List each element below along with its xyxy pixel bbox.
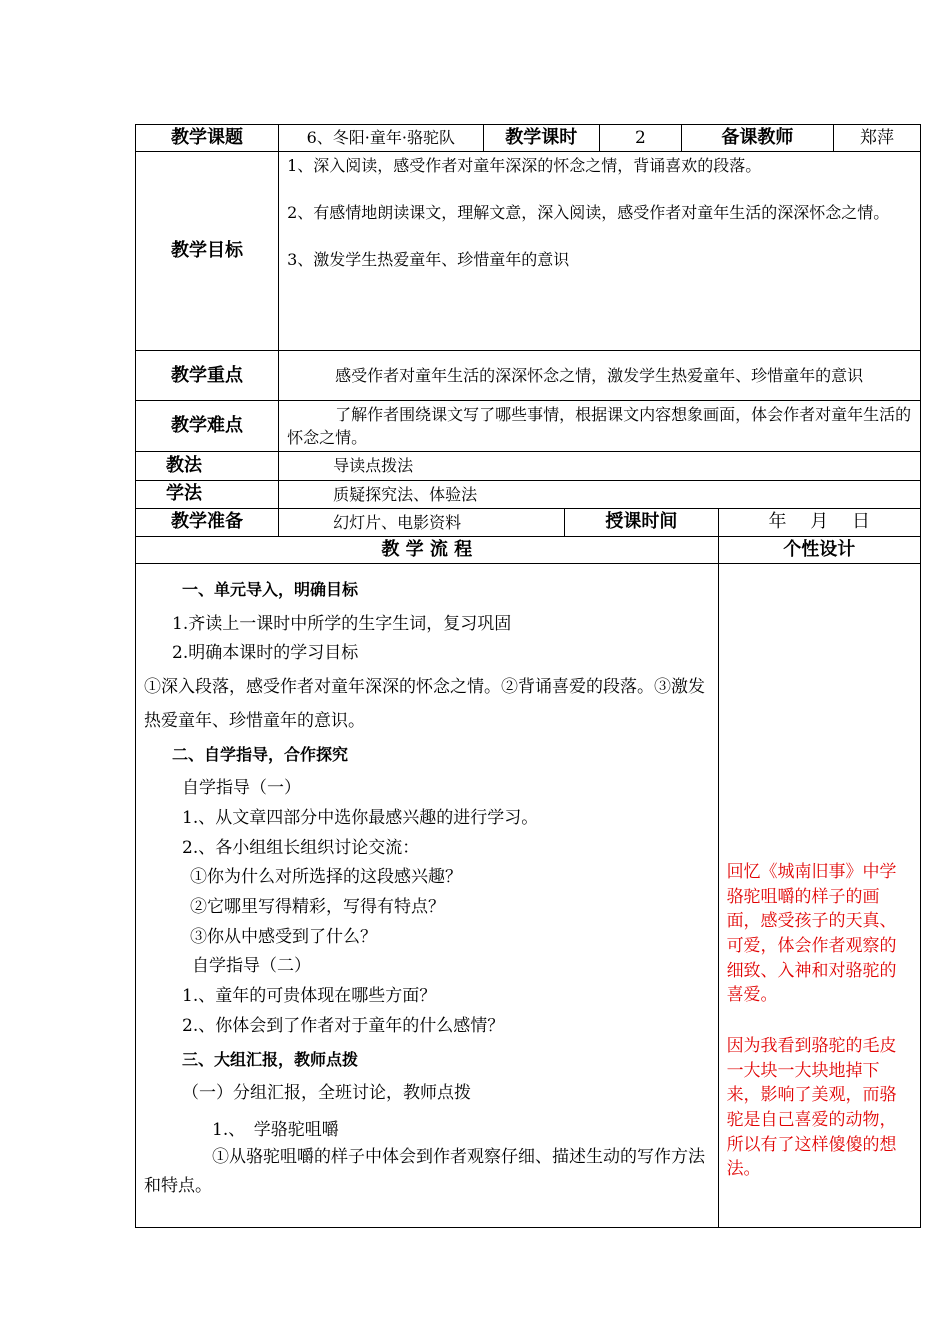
learn-method-text: 质疑探究法、体验法	[279, 480, 921, 508]
lesson-time-value: 年 月 日	[718, 508, 920, 536]
section-heading: 三、大组汇报，教师点拨	[182, 1050, 359, 1070]
personal-design-notes	[718, 564, 920, 1228]
flow-line: 1.、从文章四部分中选你最感兴趣的进行学习。	[182, 808, 539, 829]
flow-line: （一）分组汇报，全班讨论，教师点拨	[182, 1083, 471, 1104]
learn-method-row	[136, 480, 921, 508]
flow-line: 2.、各小组组长组织讨论交流：	[182, 837, 420, 858]
topic-value: 6、冬阳·童年·骆驼队	[279, 125, 483, 152]
flow-line: 1.齐读上一课时中所学的生字生词，复习巩固	[172, 614, 512, 635]
flow-line: ②它哪里写得精彩，写得有特点？	[190, 897, 445, 918]
difficulties-row	[136, 401, 921, 452]
flow-line: ①你为什么对所选择的这段感兴趣？	[190, 867, 462, 888]
flow-line: ①深入段落，感受作者对童年深深的怀念之情。②背诵喜爱的段落。③激发热爱童年、珍惜童年的意识。	[144, 676, 705, 732]
learn-method-label: 学法	[136, 480, 279, 508]
goals-content	[279, 152, 921, 351]
lesson-plan-table	[135, 124, 921, 1228]
goal-item: 3、激发学生热爱童年、珍惜童年的意识	[287, 250, 570, 270]
teach-method-label: 教法	[136, 452, 279, 480]
goals-label: 教学目标	[136, 152, 279, 351]
teach-method-row	[136, 452, 921, 480]
section-heading: 二、自学指导，合作探究	[172, 745, 349, 765]
key-points-text: 感受作者对童年生活的深深怀念之情，激发学生热爱童年、珍惜童年的意识	[279, 351, 921, 401]
header-row	[136, 125, 921, 152]
prep-text: 幻灯片、电影资料	[279, 508, 565, 536]
difficulties-label: 教学难点	[136, 401, 279, 452]
flow-line: ①从骆驼咀嚼的样子中体会到作者观察仔细、描述生动的写作方法和特点。	[144, 1146, 705, 1197]
difficulties-text: 了解作者围绕课文写了哪些事情，根据课文内容想象画面，体会作者对童年生活的怀念之情。	[279, 401, 921, 452]
key-points-row	[136, 351, 921, 401]
flow-line: 2.明确本课时的学习目标	[172, 642, 359, 663]
flow-body-row	[136, 564, 921, 1228]
teacher-label: 备课教师	[681, 125, 833, 152]
flow-content	[136, 564, 719, 1228]
personal-design-title: 个性设计	[718, 537, 920, 564]
flow-line: ③你从中感受到了什么？	[190, 926, 377, 947]
section-heading: 一、单元导入，明确目标	[182, 580, 359, 600]
topic-label: 教学课题	[136, 125, 279, 152]
teacher-note: 因为我看到骆驼的毛皮一大块一大块地掉下来，影响了美观，而骆驼是自己喜爱的动物，所以有了这样傻傻的想法。	[726, 1035, 897, 1180]
flow-line: 2.、你体会到了作者对于童年的什么感情？	[182, 1015, 505, 1036]
prep-row	[136, 508, 921, 536]
hours-label: 教学课时	[483, 125, 600, 152]
flow-line: 自学指导（一）	[182, 778, 301, 799]
teach-method-text: 导读点拨法	[279, 452, 921, 480]
lesson-time-label: 授课时间	[565, 508, 718, 536]
goals-row	[136, 152, 921, 351]
flow-title: 教 学 流 程	[136, 537, 719, 564]
prep-label: 教学准备	[136, 508, 279, 536]
flow-header-row	[136, 537, 921, 564]
flow-line: 1.、 学骆驼咀嚼	[212, 1120, 339, 1141]
teacher-value: 郑萍	[834, 125, 921, 152]
teacher-note: 回忆《城南旧事》中学骆驼咀嚼的样子的画面，感受孩子的天真、可爱，体会作者观察的细致、入神和对骆驼的喜爱。	[726, 862, 897, 1006]
goal-item: 1、深入阅读，感受作者对童年深深的怀念之情，背诵喜欢的段落。	[287, 156, 762, 176]
flow-line: 1.、童年的可贵体现在哪些方面？	[182, 985, 437, 1006]
flow-line: 自学指导（二）	[192, 956, 311, 977]
goal-item: 2、有感情地朗读课文，理解文意，深入阅读，感受作者对童年生活的深深怀念之情。	[287, 203, 890, 223]
hours-value: 2	[600, 125, 682, 152]
key-points-label: 教学重点	[136, 351, 279, 401]
